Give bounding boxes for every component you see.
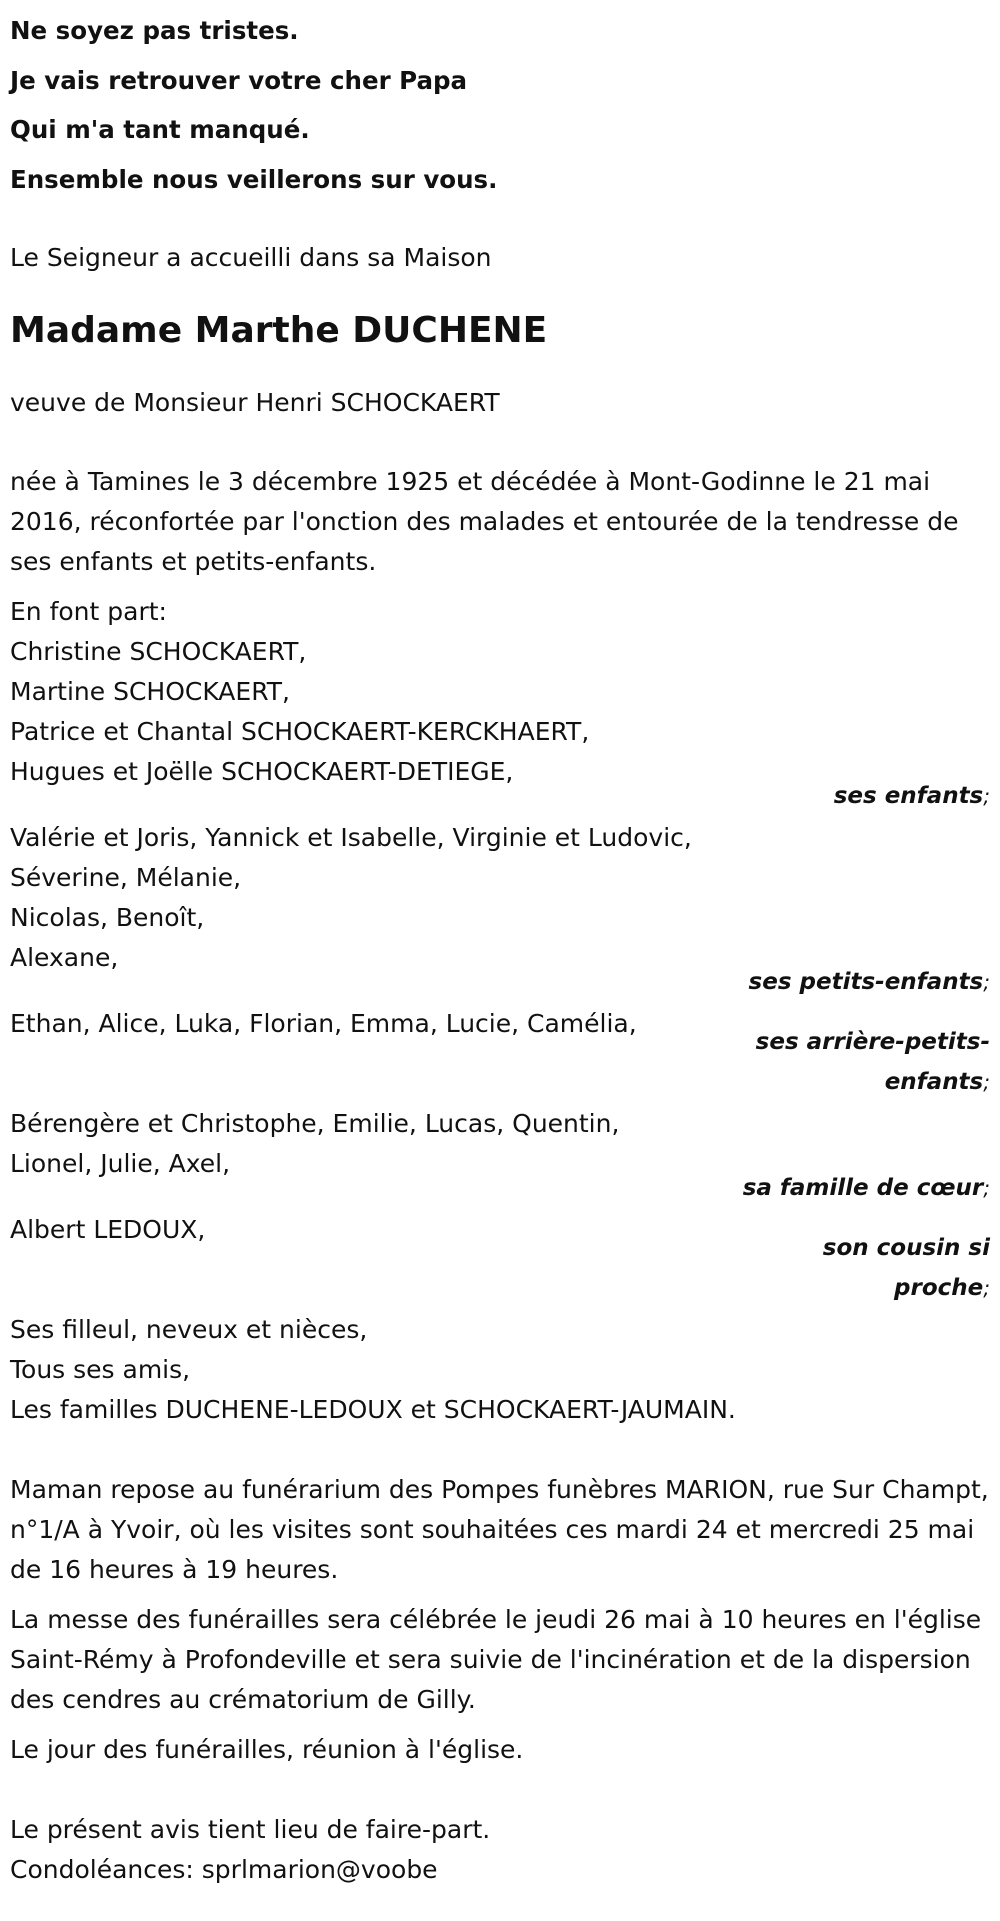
heart-family-name: Lionel, Julie, Axel, — [10, 1149, 231, 1178]
child-name: Christine SCHOCKAERT, — [10, 637, 307, 666]
poem-line: Ne soyez pas tristes. — [10, 16, 299, 45]
grandchild-name: Nicolas, Benoît, — [10, 903, 205, 932]
closing-group — [10, 1810, 990, 1890]
great-grandchildren-role: ses arrière-petits-enfants; — [755, 1029, 990, 1095]
poem — [10, 0, 990, 204]
poem-line: Qui m'a tant manqué. — [10, 115, 310, 144]
children-group — [10, 592, 990, 792]
deceased-name: Madame Marthe DUCHENE — [10, 310, 548, 351]
children-role: ses enfants; — [833, 783, 990, 809]
birth-death-text: née à Tamines le 3 décembre 1925 et décédée à Mont-Godinne le 21 mai 2016, réconfortée par l'onction des malades et entourée de la tendresse de ses enfants et petits-enfants. — [10, 467, 959, 576]
others-line: Les familles DUCHENE-LEDOUX et SCHOCKAERT-JAUMAIN. — [10, 1395, 736, 1424]
child-name: Patrice et Chantal SCHOCKAERT-KERCKHAERT, — [10, 717, 590, 746]
grandchild-name: Séverine, Mélanie, — [10, 863, 242, 892]
others-line: Tous ses amis, — [10, 1355, 191, 1384]
grandchild-name: Valérie et Joris, Yannick et Isabelle, Virginie et Ludovic, — [10, 823, 692, 852]
others-group — [10, 1310, 990, 1430]
announce-label: En font part: — [10, 597, 167, 626]
role-label: sa famille de cœur — [742, 1175, 984, 1201]
grandchild-name: Alexane, — [10, 943, 119, 972]
poem-line: Je vais retrouver votre cher Papa — [10, 65, 468, 95]
mass-info: La messe des funérailles sera célébrée le jeudi 26 mai à 10 heures en l'église Saint-Rémy à Profondeville et sera suivie de l'incinération et de la dispersion des cendres au crématorium de Gilly. — [10, 1605, 982, 1714]
heart-family-role: sa famille de cœur; — [742, 1175, 990, 1201]
grandchildren-role: ses petits-enfants; — [748, 969, 990, 995]
grandchildren-group — [10, 818, 990, 978]
funerarium-info: Maman repose au funérarium des Pompes funèbres MARION, rue Sur Champt, n°1/A à Yvoir, où les visites sont souhaitées ces mardi 24 et mercredi 25 mai de 16 heures à 19 heures. — [10, 1475, 989, 1584]
others-line: Ses filleul, neveux et nièces, — [10, 1315, 368, 1344]
role-label: ses petits-enfants — [748, 969, 984, 995]
role-label: ses arrière-petits-enfants — [755, 1029, 990, 1095]
meeting-info: Le jour des funérailles, réunion à l'église. — [10, 1735, 524, 1764]
cousin-name: Albert LEDOUX, — [10, 1215, 206, 1244]
cousin-role: son cousin si proche; — [822, 1235, 990, 1301]
role-label: ses enfants — [833, 783, 984, 809]
widow-of: veuve de Monsieur Henri SCHOCKAERT — [10, 388, 500, 417]
child-name: Martine SCHOCKAERT, — [10, 677, 290, 706]
role-label: son cousin si proche — [822, 1235, 990, 1301]
closing-line: Le présent avis tient lieu de faire-part. — [10, 1815, 491, 1844]
child-name: Hugues et Joëlle SCHOCKAERT-DETIEGE, — [10, 757, 514, 786]
heart-family-name: Bérengère et Christophe, Emilie, Lucas, Quentin, — [10, 1109, 620, 1138]
poem-line: Ensemble nous veillerons sur vous. — [10, 164, 498, 194]
condolences-line: Condoléances: sprlmarion@voobe — [10, 1855, 438, 1884]
great-grandchild-name: Ethan, Alice, Luka, Florian, Emma, Lucie, Camélia, — [10, 1009, 637, 1038]
intro-text: Le Seigneur a accueilli dans sa Maison — [10, 243, 492, 272]
